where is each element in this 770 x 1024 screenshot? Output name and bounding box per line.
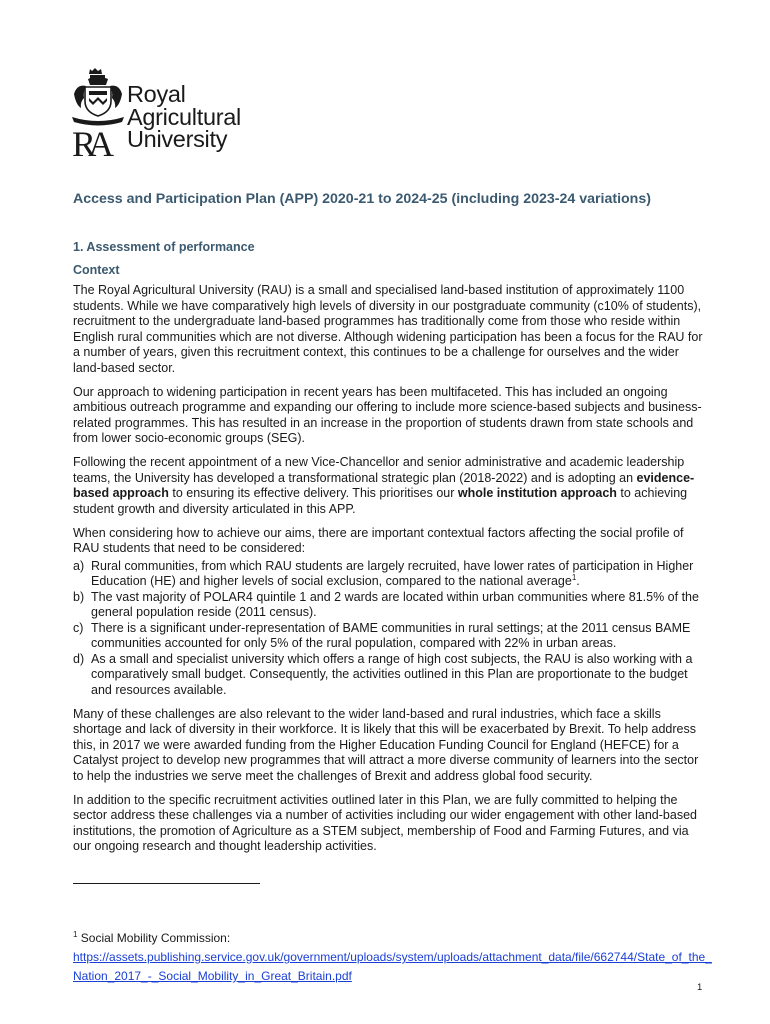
footnote-label-line: [73, 929, 713, 948]
logo-line-university: University: [127, 126, 228, 152]
bold-text: evidence-based approach: [73, 470, 695, 500]
list-item: [73, 559, 709, 590]
paragraph-strategic-plan: [73, 455, 709, 517]
list-marker: a): [73, 558, 85, 573]
logo-line-agricultural: Agricultural: [127, 103, 241, 130]
list-item-tail: .: [576, 574, 580, 588]
logo-line-royal: Royal: [127, 81, 186, 107]
paragraph-commitment: In addition to the specific recruitment activities outlined later in this Plan, we are fully committed to helping the sector address these challenges via a number of activities including our wider engagement with other land-based institutions, the promotion of Agriculture as a STEM subject, membership of Food and Farming Futures, and via our ongoing research and thought leadership activities.: [73, 792, 697, 853]
paragraph-approach: Our approach to widening participation in recent years has been multifaceted. This has included an ongoing ambitious outreach programme and expanding our offering to include more science-based subjects and business-related programmes. This has resulted in an increase in the proportion of students drawn from state schools and from lower socio-economic groups (SEG).: [73, 384, 702, 445]
section-heading: 1. Assessment of performance: [73, 240, 255, 254]
list-item-text: As a small and specialist university which offers a range of high cost subjects, the RAU is also working with a comparatively small budget. Consequently, the activities outlined in this Plan are proportionate to the budget and resources available.: [91, 651, 693, 697]
text-run: to achieving student growth and diversity articulated in this APP.: [73, 486, 688, 516]
text-run: to ensuring its effective delivery. This prioritises our: [168, 486, 458, 500]
contextual-factors-list: [73, 559, 709, 699]
paragraph-context: The Royal Agricultural University (RAU) is a small and specialised land-based institution of approximately 1100 students. While we have comparatively high levels of diversity in our postgraduate community (c10% of students), recruitment to the undergraduate land-based programmes has traditionally come from those who reside within English rural communities which are not diverse. Although widening participation has been a focus for the RAU for a number of years, given this recruitment context, this continues to be a challenge for ourselves and the wider land-based sector.: [73, 283, 703, 375]
footnote-label: Social Mobility Commission:: [77, 931, 231, 945]
list-item: [73, 590, 709, 621]
university-logo: [70, 68, 270, 168]
crest-icon: [70, 68, 126, 160]
footnote-ref[interactable]: 1: [571, 572, 577, 582]
footnote-divider: [73, 883, 260, 884]
list-item-text: Rural communities, from which RAU students are largely recruited, have lower rates of participation in Higher Education (HE) and higher levels of social exclusion, compared to the national average: [91, 558, 694, 588]
list-item: [73, 652, 709, 699]
list-marker: d): [73, 651, 85, 666]
list-marker: c): [73, 620, 84, 635]
list-item-text: There is a significant under-representation of BAME communities in rural settings; at the 2011 census BAME communities accounted for only 5% of the rural population, compared with 22% in urban areas.: [91, 620, 691, 650]
footnote-number: 1: [73, 930, 78, 939]
document-title: Access and Participation Plan (APP) 2020-21 to 2024-25 (including 2023-24 variations): [73, 191, 651, 207]
footnote-link[interactable]: https://assets.publishing.service.gov.uk/government/uploads/system/uploads/attachment_data/file/662744/State_of_the_Nation_2017_-_Social_Mobility_in_Great_Britain.pdf: [73, 950, 712, 983]
subsection-heading: Context: [73, 263, 120, 277]
bold-text: whole institution approach: [457, 486, 617, 500]
footnote: [73, 929, 713, 986]
list-item: [73, 621, 709, 652]
list-item-text: The vast majority of POLAR4 quintile 1 and 2 wards are located within urban communities where 81.5% of the general population reside (2011 census).: [91, 589, 699, 619]
page-number: 1: [697, 982, 703, 993]
list-marker: b): [73, 589, 85, 604]
paragraph-challenges: Many of these challenges are also relevant to the wider land-based and rural industries, which face a skills shortage and lack of diversity in their workforce. It is likely that this will be exacerbated by Brexit. To help address this, in 2017 we were awarded funding from the Higher Education Funding Council for England (HEFCE) for a Catalyst project to develop new programmes that will attract a more diverse community of learners into the sector to help the industries we serve meet the challenges of Brexit and address global food security.: [73, 706, 699, 783]
paragraph-contextual-factors: When considering how to achieve our aims, there are important contextual factors affecting the social profile of RAU students that need to be considered:: [73, 525, 684, 555]
text-run: Following the recent appointment of a new Vice-Chancellor and senior administrative and academic leadership teams, the University has developed a transformational strategic plan (2018-2022) and is adopting an: [73, 455, 685, 485]
body-text: [73, 283, 709, 863]
svg-text:RA: RA: [72, 124, 107, 160]
logo-wordmark: [127, 83, 241, 151]
